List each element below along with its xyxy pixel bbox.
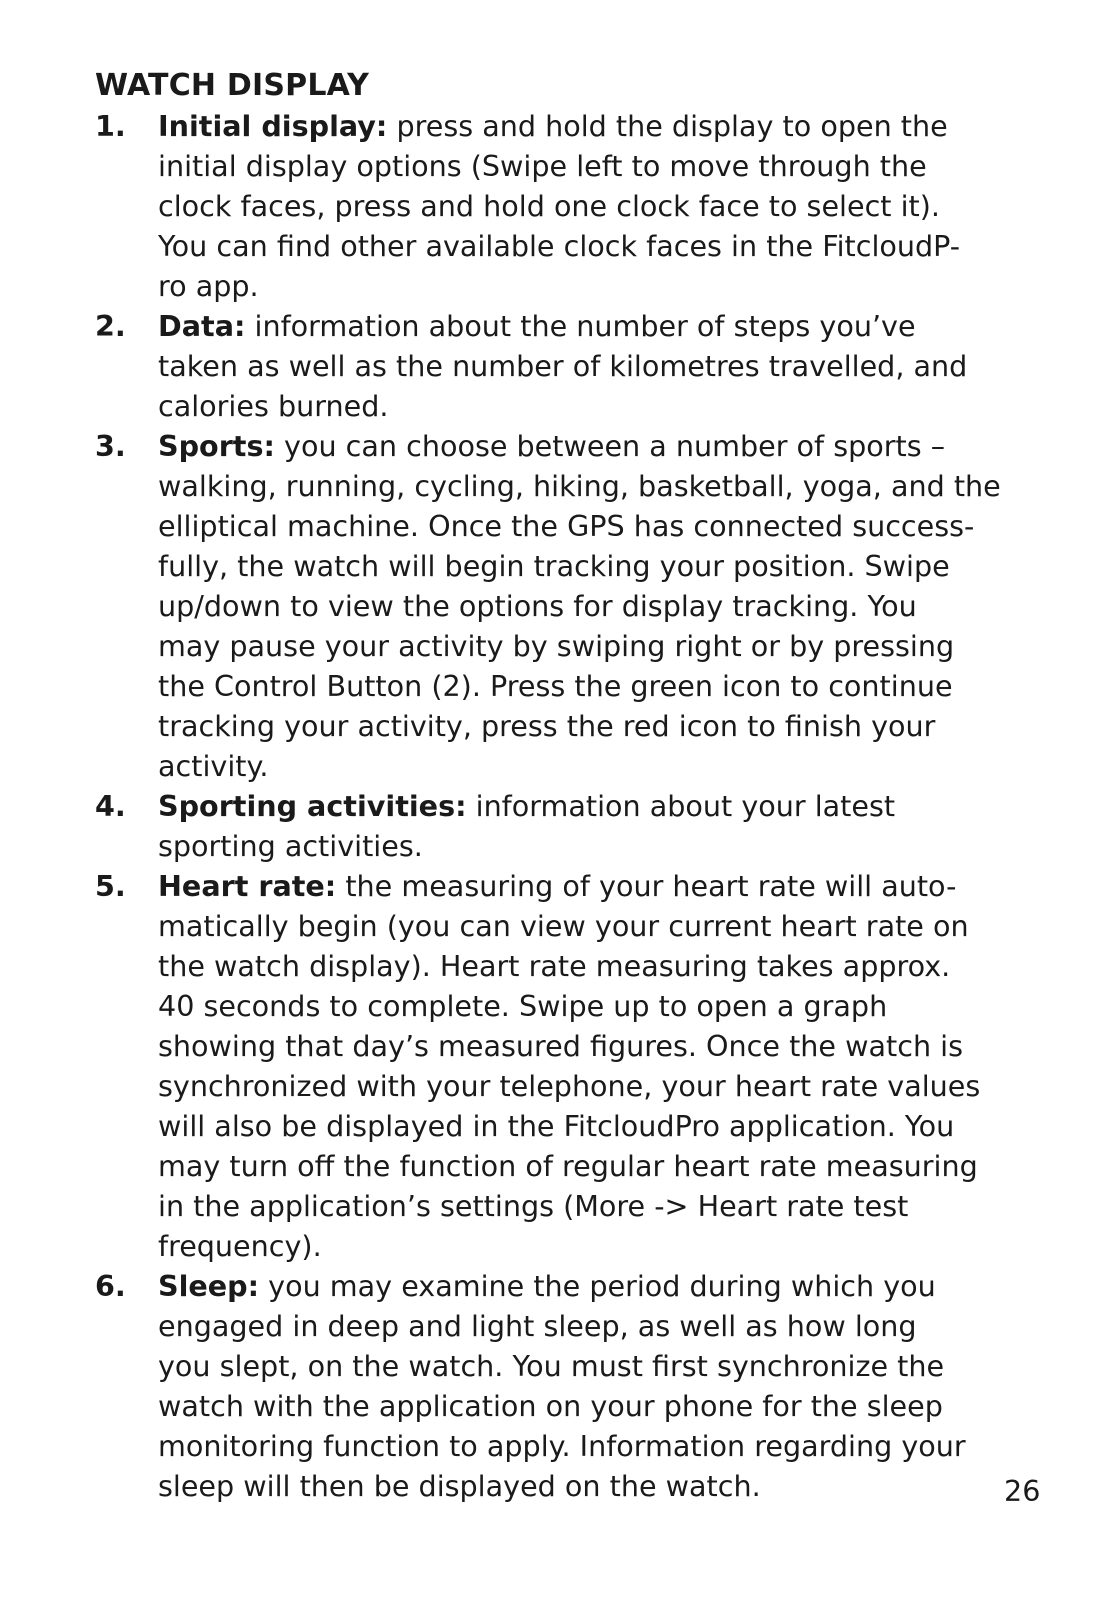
item-text-line: showing that day’s measured figures. Once the watch is <box>158 1029 963 1063</box>
item-text-line: walking, running, cycling, hiking, basketball, yoga, and the <box>158 469 1001 503</box>
item-number: 1. <box>95 109 126 143</box>
list-item <box>95 1266 1025 1506</box>
list-item <box>95 106 1025 306</box>
item-body <box>158 1266 1025 1506</box>
item-text: you may examine the period during which you <box>259 1269 936 1303</box>
item-text-line: matically begin (you can view your current heart rate on <box>158 909 969 943</box>
item-number: 3. <box>95 429 126 463</box>
item-text-line <box>158 106 1025 146</box>
item-number: 2. <box>95 309 126 343</box>
item-body <box>158 306 1025 426</box>
item-number: 4. <box>95 789 126 823</box>
item-title: Data: <box>158 309 246 343</box>
section-title: WATCH DISPLAY <box>95 68 370 103</box>
item-text-line <box>158 1266 1025 1306</box>
item-text-line <box>158 866 1025 906</box>
item-text-line: calories burned. <box>158 389 389 423</box>
list-item <box>95 866 1025 1266</box>
item-text-line: may pause your activity by swiping right or by pressing <box>158 629 955 663</box>
item-text-line <box>158 426 1025 466</box>
item-text-line: sporting activities. <box>158 829 423 863</box>
item-number: 6. <box>95 1269 126 1303</box>
item-text-line: frequency). <box>158 1229 322 1263</box>
item-title: Initial display: <box>158 109 388 143</box>
item-text: information about the number of steps you’ve <box>245 309 916 343</box>
item-title: Sporting activities: <box>158 789 467 823</box>
list-item <box>95 306 1025 426</box>
item-text-line: fully, the watch will begin tracking your position. Swipe <box>158 549 950 583</box>
item-text-line: sleep will then be displayed on the watch. <box>158 1469 761 1503</box>
item-text-line: taken as well as the number of kilometres travelled, and <box>158 349 968 383</box>
document-page <box>95 66 1025 1506</box>
item-text: press and hold the display to open the <box>387 109 948 143</box>
item-text: the measuring of your heart rate will auto- <box>336 869 957 903</box>
item-number: 5. <box>95 869 126 903</box>
item-title: Sleep: <box>158 1269 260 1303</box>
item-text-line: monitoring function to apply. Information regarding your <box>158 1429 966 1463</box>
item-text-line: You can find other available clock faces in the FitcloudP- <box>158 229 961 263</box>
item-body <box>158 786 1025 866</box>
item-body <box>158 426 1025 786</box>
item-text-line: will also be displayed in the FitcloudPro application. You <box>158 1109 955 1143</box>
item-text-line: 40 seconds to complete. Swipe up to open a graph <box>158 989 888 1023</box>
item-text-line: elliptical machine. Once the GPS has connected success- <box>158 509 975 543</box>
item-text-line: in the application’s settings (More -> Heart rate test <box>158 1189 909 1223</box>
item-text-line: activity. <box>158 749 269 783</box>
item-text-line: clock faces, press and hold one clock face to select it). <box>158 189 940 223</box>
item-text-line: watch with the application on your phone for the sleep <box>158 1389 943 1423</box>
item-text: information about your latest <box>466 789 896 823</box>
list-item <box>95 426 1025 786</box>
item-text-line: initial display options (Swipe left to move through the <box>158 149 927 183</box>
item-text-line <box>158 306 1025 346</box>
item-text-line: synchronized with your telephone, your heart rate values <box>158 1069 981 1103</box>
item-body <box>158 106 1025 306</box>
item-text-line: tracking your activity, press the red icon to finish your <box>158 709 936 743</box>
page-number: 26 <box>1004 1474 1041 1508</box>
item-text-line: the watch display). Heart rate measuring takes approx. <box>158 949 951 983</box>
item-text-line: ro app. <box>158 269 259 303</box>
item-text-line: engaged in deep and light sleep, as well as how long <box>158 1309 917 1343</box>
item-text-line: the Control Button (2). Press the green icon to continue <box>158 669 953 703</box>
item-text: you can choose between a number of sports – <box>274 429 945 463</box>
list-item <box>95 786 1025 866</box>
item-text-line: up/down to view the options for display tracking. You <box>158 589 917 623</box>
item-text-line: you slept, on the watch. You must first synchronize the <box>158 1349 945 1383</box>
instruction-list <box>95 106 1025 1506</box>
item-text-line <box>158 786 1025 826</box>
item-text-line: may turn off the function of regular heart rate measuring <box>158 1149 978 1183</box>
item-body <box>158 866 1025 1266</box>
item-title: Sports: <box>158 429 275 463</box>
item-title: Heart rate: <box>158 869 337 903</box>
